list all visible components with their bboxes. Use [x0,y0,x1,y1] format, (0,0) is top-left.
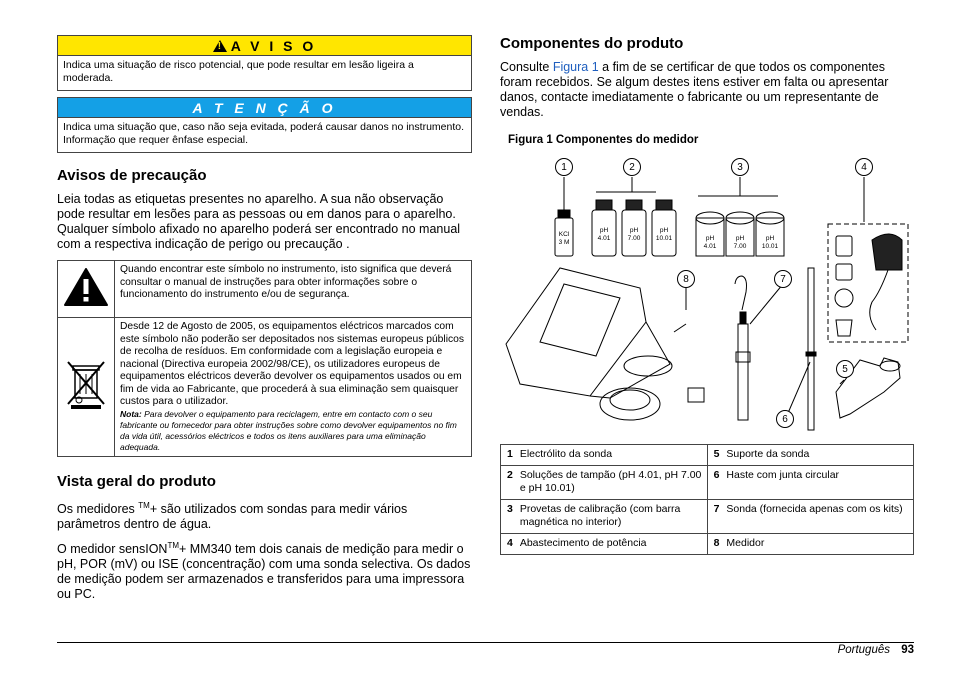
buffer-value-1: 4.01 [597,235,611,242]
table-row [501,500,914,534]
callout-8: 8 [677,270,695,288]
callout-1: 1 [555,158,573,176]
warning-triangle-icon [63,267,109,307]
table-row [501,466,914,500]
beaker-ph-label: pH [765,235,775,242]
table-row [501,534,914,555]
overview-paragraph-1 [57,498,472,532]
part-number: 2 [501,466,515,500]
probe [735,276,750,420]
table-row [58,318,472,457]
callout-3: 3 [731,158,749,176]
table-row [58,261,472,318]
caution-notice [57,97,472,153]
page-number: 93 [901,644,914,656]
footer-language: Português [837,644,890,656]
components-illustration [500,152,914,442]
trademark: TM [167,540,180,550]
part-label: Medidor [721,534,913,555]
part-label: Soluções de tampão (pH 4.01, pH 7.00 e pH 10.01) [515,466,707,500]
figure-link[interactable]: Figura 1 [552,60,599,74]
warning-text: Indica uma situação de risco potencial, que pode resultar em lesão ligeira a moderada. [63,59,414,84]
part-label: Provetas de calibração (com barra magnética no interior) [515,500,707,534]
part-number: 8 [707,534,721,555]
overview-p2-pre: O medidor sensION [57,541,168,556]
callout-7: 7 [774,270,792,288]
beaker-value-1: 4.01 [703,243,717,250]
footer-divider [57,642,914,643]
symbol-cell [58,261,115,318]
kcl-label: KCl [558,231,570,238]
beaker-ph-label: pH [705,235,715,242]
note-text: Para devolver o equipamento para reciclagem, entre em contacto com o seu fabricante ou fornecedor para obter instruções sobre como devolver equipamentos no fim da vida útil, acessórios eléctricos e todos os itens auxiliares para uma eliminação adequada. [120,408,457,452]
figure-caption: Figura 1 Componentes do medidor [508,134,699,146]
caution-text: Indica uma situação que, caso não seja evitada, poderá causar danos no instrumento. Informação que requer ênfase especial. [63,121,465,146]
beaker-value-3: 10.01 [761,243,779,250]
caution-title: A T E N Ç Ã O [58,98,471,118]
power-supply [828,224,908,342]
callout-6: 6 [776,410,794,428]
kcl-concentration: 3 M [558,239,570,246]
overview-p1-pre: Os medidores [57,501,139,516]
overview-heading: Vista geral do produto [57,472,216,490]
trademark: TM [138,500,150,510]
part-label: Suporte da sonda [721,445,913,466]
page-footer [838,644,914,656]
components-heading: Componentes do produto [500,35,684,52]
part-number: 1 [501,445,515,466]
buffer-value-3: 10.01 [655,235,673,242]
buffer-value-2: 7.00 [627,235,641,242]
right-column [500,35,914,555]
overview-p1-post: + são utilizados com sondas para medir vários parâmetros dentro de água. [57,501,408,531]
overview-p2-post: + MM340 tem dois canais de medição para medir o pH, POR (mV) ou ISE (concentração) com uma sonda selectiva. Os dados de medição podem ser armazenados e transferidos para uma impressora ou PC. [57,541,471,601]
parts-table [500,444,914,555]
part-label: Abastecimento de potência [515,534,707,555]
symbol-cell [58,318,115,457]
part-number: 5 [707,445,721,466]
components-text [500,60,914,120]
part-number: 6 [707,466,721,500]
part-label: Haste com junta circular [721,466,913,500]
callout-5: 5 [836,360,854,378]
symbol-description [115,318,472,457]
rod [806,268,816,430]
components-figure [500,152,914,442]
note-label: Nota: [120,408,142,419]
warning-notice [57,35,472,91]
buffer-ph-label: pH [659,227,669,234]
weee-text: Desde 12 de Agosto de 2005, os equipamentos eléctricos marcados com este símbolo não poderão ser depositados nos sistemas europeus públicos de recolha de resíduos. Em conformidade com a legislação europeia e nacional (Directiva europeia 2002/98/CE), os utilizadores europeus de equipamentos eléctricos deverão devolver os equipamentos usados ou em fim de vida ao Fabricante, que procederá à sua eliminação sem quaisquer custos para o utilizador. [120,321,465,407]
warning-header [58,36,471,56]
buffer-ph-label: pH [629,227,639,234]
callout-2: 2 [623,158,641,176]
warning-triangle-icon [213,40,227,52]
table-row [501,445,914,466]
part-number: 7 [707,500,721,534]
components-text-pre: Consulte [500,60,553,74]
overview-paragraph-2 [57,538,472,602]
beaker-value-2: 7.00 [733,243,747,250]
precautions-heading: Avisos de precaução [57,167,207,184]
crossed-bin-icon [65,360,107,410]
symbol-description: Quando encontrar este símbolo no instrumento, isto significa que deverá consultar o manual de instruções para obter informações sobre o funcionamento do instrumento e/ou de segurança. [115,261,472,318]
part-number: 3 [501,500,515,534]
symbols-table [57,260,472,457]
warning-title: A V I S O [230,37,317,54]
precautions-text: Leia todas as etiquetas presentes no aparelho. A sua não observação pode resultar em lesões para as pessoas ou em danos para o aparelho. Qualquer símbolo afixado no aparelho poderá ser encontrado no manual com a respectiva indicação de perigo ou precaução . [57,192,461,251]
buffer-ph-label: pH [599,227,609,234]
part-number: 4 [501,534,515,555]
meter [506,268,704,420]
callout-4: 4 [855,158,873,176]
weee-note [120,409,466,453]
beaker-ph-label: pH [735,235,745,242]
part-label: Sonda (fornecida apenas com os kits) [721,500,913,534]
left-column [57,35,472,606]
components-text-post: a fim de se certificar de que todos os componentes foram recebidos. Se algum destes itens estiver em falta ou apresentar danos, contacte imediatamente o fabricante ou um representante de vendas. [500,60,889,119]
part-label: Electrólito da sonda [515,445,707,466]
